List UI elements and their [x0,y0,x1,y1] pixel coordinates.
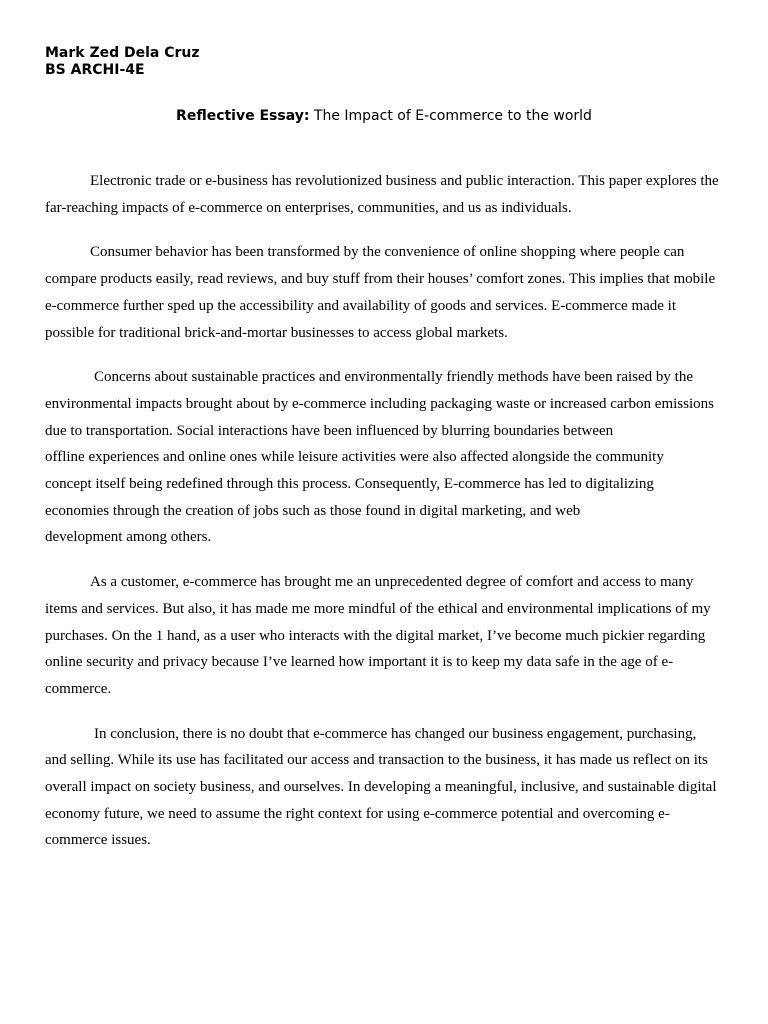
paragraph-line: economies through the creation of jobs such as those found in digital marketing, and web [45,502,581,519]
paragraph-line: offline experiences and online ones while leisure activities were also affected alongside the community [45,449,664,466]
paragraph-consumer-behavior [45,239,725,346]
author-block [45,45,200,79]
paragraph-line: compare products easily, read reviews, and buy stuff from their houses’ comfort zones. This implies that mobile [45,271,716,288]
paragraph-line: purchases. On the 1 hand, as a user who interacts with the digital market, I’ve become much pickier regarding [45,627,706,644]
paragraph-line: possible for traditional brick-and-mortar businesses to access global markets. [45,324,508,341]
paragraph-line: Concerns about sustainable practices and environmentally friendly methods have been raised by the [94,369,693,386]
paragraph-line: and selling. While its use has facilitated our access and transaction to the business, it has made us reflect on its [45,752,708,769]
paragraph-line: items and services. But also, it has made me more mindful of the ethical and environmental implications of my [45,600,711,617]
paragraph-line: concept itself being redefined through this process. Consequently, E-commerce has led to digitalizing [45,476,654,493]
paragraph-introduction [45,168,725,221]
paragraph-conclusion [45,721,725,855]
paragraph-environmental-social [45,364,725,551]
paragraph-personal-reflection [45,569,725,703]
paragraph-line: economy future, we need to assume the right context for using e-commerce potential and overcoming e- [45,805,670,822]
essay-title-text: The Impact of E-commerce to the world [313,108,592,124]
paragraph-line: development among others. [45,529,212,546]
paragraph-line: e-commerce further sped up the accessibility and availability of goods and services. E-commerce made it [45,297,677,314]
paragraph-line: far-reaching impacts of e-commerce on enterprises, communities, and us as individuals. [45,199,572,216]
paragraph-line: overall impact on society business, and ourselves. In developing a meaningful, inclusive, and sustainable digital [45,779,717,796]
paragraph-line: Consumer behavior has been transformed by the convenience of online shopping where people can [90,244,685,261]
paragraph-line: commerce issues. [45,832,151,849]
paragraph-line: online security and privacy because I’ve learned how important it is to keep my data safe in the age of e- [45,654,674,671]
essay-title-label: Reflective Essay: [176,108,310,124]
paragraph-line: due to transportation. Social interactions have been influenced by blurring boundaries between [45,422,614,439]
paragraph-line: As a customer, e-commerce has brought me an unprecedented degree of comfort and access to many [90,574,694,591]
paragraph-line: environmental impacts brought about by e-commerce including packaging waste or increased carbon emissions [45,395,714,412]
essay-body [45,168,725,872]
paragraph-line: In conclusion, there is no doubt that e-commerce has changed our business engagement, purchasing, [94,725,697,742]
paragraph-line: Electronic trade or e-business has revolutionized business and public interaction. This paper explores the [90,173,719,189]
author-program: BS ARCHI-4E [45,62,145,78]
essay-title [0,107,768,125]
paragraph-line: commerce. [45,680,112,697]
author-name: Mark Zed Dela Cruz [45,45,200,61]
